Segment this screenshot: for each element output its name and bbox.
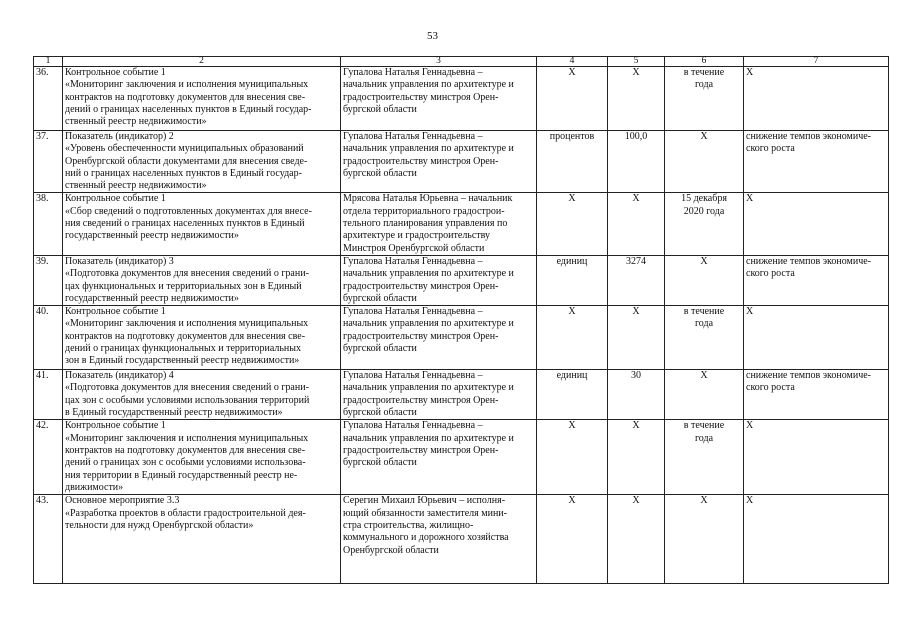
description-line: государственный реестр недвижимости»: [65, 292, 239, 304]
description-line: ний о границах населенных пунктов в Единый государ-: [65, 167, 302, 179]
col-header-6: 6: [665, 57, 744, 67]
responsible-line: начальник управления по архитектуре и: [343, 318, 514, 330]
table-row: [34, 193, 889, 255]
value-cell: Х: [608, 193, 665, 255]
row-number: 40.: [34, 306, 63, 370]
responsible-line: архитектуре и градостроительству: [343, 230, 491, 242]
responsible-line: начальник управления по архитектуре и: [343, 382, 514, 394]
deadline-line: года: [694, 79, 714, 91]
result-line: ского роста: [746, 382, 795, 394]
description-line: дений о границах населенных пунктов в Единый государ-: [65, 103, 312, 115]
col-header-3: 3: [341, 57, 537, 67]
table-row: [34, 131, 889, 193]
col-header-7: 7: [744, 57, 889, 67]
result-cell: [744, 67, 889, 131]
responsible-cell: [341, 495, 537, 584]
responsible-line: коммунального и дорожного хозяйства: [343, 532, 509, 544]
description-cell: [63, 420, 341, 495]
deadline-line: Х: [700, 131, 708, 142]
responsible-line: Серегин Михаил Юрьевич – исполня-: [343, 495, 506, 507]
result-line: Х: [746, 495, 754, 507]
responsible-line: начальник управления по архитектуре и: [343, 432, 514, 444]
deadline-cell: [665, 193, 744, 255]
col-header-2: 2: [63, 57, 341, 67]
value-cell: 30: [608, 370, 665, 420]
responsible-line: Гупалова Наталья Геннадьевна –: [343, 306, 483, 318]
row-number: 41.: [34, 370, 63, 420]
responsible-cell: [341, 131, 537, 193]
responsible-line: ющий обязанности заместителя мини-: [343, 507, 507, 519]
value-cell: Х: [608, 420, 665, 495]
plan-table: [33, 56, 889, 584]
description-line: ния сведений о границах населенных пунктов в Единый: [65, 218, 305, 230]
unit-cell: Х: [537, 193, 608, 255]
responsible-line: градостроительству минстроя Орен-: [343, 444, 499, 456]
responsible-line: отдела территориального градострои-: [343, 205, 505, 217]
description-line: ния территории в Единый государственный реестр не-: [65, 469, 298, 481]
result-cell: [744, 255, 889, 305]
value-cell: 100,0: [608, 131, 665, 193]
deadline-cell: [665, 306, 744, 370]
col-header-4: 4: [537, 57, 608, 67]
responsible-line: бургской области: [343, 457, 417, 469]
row-number: 39.: [34, 255, 63, 305]
responsible-cell: [341, 306, 537, 370]
responsible-cell: [341, 193, 537, 255]
result-line: Х: [746, 420, 754, 432]
responsible-line: тельного планирования управления по: [343, 218, 508, 230]
deadline-cell: [665, 495, 744, 584]
description-line: контрактов на подготовку документов для внесения све-: [65, 91, 306, 103]
responsible-line: начальник управления по архитектуре и: [343, 143, 514, 155]
deadline-cell: [665, 131, 744, 193]
header-row: [34, 57, 889, 67]
responsible-line: начальник управления по архитектуре и: [343, 268, 514, 280]
row-number: 42.: [34, 420, 63, 495]
deadline-line: года: [694, 432, 714, 444]
description-cell: [63, 193, 341, 255]
result-cell: [744, 306, 889, 370]
description-line: Контрольное событие 1: [65, 67, 166, 78]
col-header-5: 5: [608, 57, 665, 67]
value-cell: Х: [608, 306, 665, 370]
description-line: «Мониторинг заключения и исполнения муниципальных: [65, 79, 309, 91]
deadline-line: Х: [700, 370, 708, 382]
row-number: 37.: [34, 131, 63, 193]
description-cell: [63, 131, 341, 193]
unit-cell: единиц: [537, 255, 608, 305]
result-cell: [744, 193, 889, 255]
description-line: тельности для нужд Оренбургской области»: [65, 519, 254, 531]
responsible-line: бургской области: [343, 407, 417, 419]
responsible-line: Гупалова Наталья Геннадьевна –: [343, 370, 483, 382]
description-line: зон в Единый государственный реестр недвижимости»: [65, 355, 300, 367]
responsible-line: градостроительству минстроя Орен-: [343, 330, 499, 342]
table-row: [34, 495, 889, 584]
deadline-line: в течение: [683, 67, 725, 78]
value-cell: Х: [608, 495, 665, 584]
responsible-line: Гупалова Наталья Геннадьевна –: [343, 420, 483, 432]
result-line: Х: [746, 67, 754, 78]
description-line: контрактов на подготовку документов для внесения све-: [65, 330, 306, 342]
responsible-line: начальник управления по архитектуре и: [343, 79, 514, 91]
unit-cell: Х: [537, 495, 608, 584]
description-cell: [63, 370, 341, 420]
responsible-line: бургской области: [343, 167, 417, 179]
responsible-cell: [341, 370, 537, 420]
unit-cell: Х: [537, 420, 608, 495]
description-line: «Подготовка документов для внесения сведений о грани-: [65, 268, 309, 280]
responsible-line: градостроительству минстроя Орен-: [343, 91, 499, 103]
value-cell: Х: [608, 67, 665, 131]
unit-cell: процентов: [537, 131, 608, 193]
description-line: дений о границах функциональных и территориальных: [65, 343, 302, 355]
row-number: 38.: [34, 193, 63, 255]
result-cell: [744, 420, 889, 495]
table-row: [34, 67, 889, 131]
responsible-line: Гупалова Наталья Геннадьевна –: [343, 255, 483, 267]
description-line: дений о границах зон с особыми условиями использова-: [65, 457, 306, 469]
col-header-1: 1: [34, 57, 63, 67]
result-cell: [744, 495, 889, 584]
description-line: Оренбургской области документами для внесения сведе-: [65, 155, 308, 167]
table-row: [34, 420, 889, 495]
description-line: Показатель (индикатор) 3: [65, 255, 174, 267]
description-line: Контрольное событие 1: [65, 306, 166, 318]
responsible-line: бургской области: [343, 103, 417, 115]
responsible-line: Гупалова Наталья Геннадьевна –: [343, 131, 483, 142]
responsible-line: градостроительству минстроя Орен-: [343, 394, 499, 406]
description-line: «Сбор сведений о подготовленных документах для внесе-: [65, 205, 312, 217]
description-line: цах зон с особыми условиями использования территорий: [65, 394, 310, 406]
responsible-line: бургской области: [343, 292, 417, 304]
responsible-line: бургской области: [343, 343, 417, 355]
result-line: Х: [746, 306, 754, 318]
description-line: «Уровень обеспеченности муниципальных образований: [65, 143, 304, 155]
table-row: [34, 370, 889, 420]
row-number: 43.: [34, 495, 63, 584]
description-line: контрактов на подготовку документов для внесения све-: [65, 444, 306, 456]
description-line: Показатель (индикатор) 4: [65, 370, 174, 382]
description-line: в Единый государственный реестр недвижимости»: [65, 407, 283, 419]
result-cell: [744, 370, 889, 420]
result-line: снижение темпов экономиче-: [746, 255, 871, 267]
deadline-cell: [665, 420, 744, 495]
description-line: Контрольное событие 1: [65, 193, 166, 205]
unit-cell: Х: [537, 306, 608, 370]
deadline-cell: [665, 370, 744, 420]
description-line: Основное мероприятие 3.3: [65, 495, 180, 507]
unit-cell: Х: [537, 67, 608, 131]
deadline-line: Х: [700, 495, 708, 507]
value-cell: 3274: [608, 255, 665, 305]
deadline-line: в течение: [683, 420, 725, 432]
unit-cell: единиц: [537, 370, 608, 420]
description-line: цах функциональных и территориальных зон в Единый: [65, 280, 302, 292]
description-cell: [63, 255, 341, 305]
row-number: 36.: [34, 67, 63, 131]
responsible-line: Гупалова Наталья Геннадьевна –: [343, 67, 483, 78]
responsible-cell: [341, 255, 537, 305]
description-line: «Мониторинг заключения и исполнения муниципальных: [65, 318, 309, 330]
description-line: Контрольное событие 1: [65, 420, 166, 432]
deadline-line: года: [694, 318, 714, 330]
result-line: Х: [746, 193, 754, 205]
description-cell: [63, 306, 341, 370]
result-line: ского роста: [746, 143, 795, 155]
responsible-line: стра строительства, жилищно-: [343, 519, 474, 531]
page-number: 53: [427, 30, 438, 42]
result-line: снижение темпов экономиче-: [746, 370, 871, 382]
description-line: движимости»: [65, 481, 124, 493]
deadline-line: 15 декабря: [681, 193, 727, 205]
deadline-cell: [665, 67, 744, 131]
result-cell: [744, 131, 889, 193]
description-cell: [63, 495, 341, 584]
description-line: ственный реестр недвижимости»: [65, 180, 207, 192]
result-line: ского роста: [746, 268, 795, 280]
description-cell: [63, 67, 341, 131]
deadline-cell: [665, 255, 744, 305]
deadline-line: 2020 года: [683, 205, 725, 217]
description-line: Показатель (индикатор) 2: [65, 131, 174, 142]
responsible-line: Оренбургской области: [343, 544, 439, 556]
description-line: ственный реестр недвижимости»: [65, 116, 207, 128]
description-line: «Разработка проектов в области градостроительной дея-: [65, 507, 306, 519]
table-row: [34, 255, 889, 305]
responsible-line: Минстроя Оренбургской области: [343, 242, 485, 254]
description-line: «Мониторинг заключения и исполнения муниципальных: [65, 432, 309, 444]
responsible-line: градостроительству минстроя Орен-: [343, 280, 499, 292]
deadline-line: в течение: [683, 306, 725, 318]
result-line: снижение темпов экономиче-: [746, 131, 871, 142]
responsible-line: Мрясова Наталья Юрьевна – начальник: [343, 193, 513, 205]
table-row: [34, 306, 889, 370]
responsible-cell: [341, 420, 537, 495]
description-line: «Подготовка документов для внесения сведений о грани-: [65, 382, 309, 394]
description-line: государственный реестр недвижимости»: [65, 230, 239, 242]
responsible-line: градостроительству минстроя Орен-: [343, 155, 499, 167]
deadline-line: Х: [700, 255, 708, 267]
responsible-cell: [341, 67, 537, 131]
